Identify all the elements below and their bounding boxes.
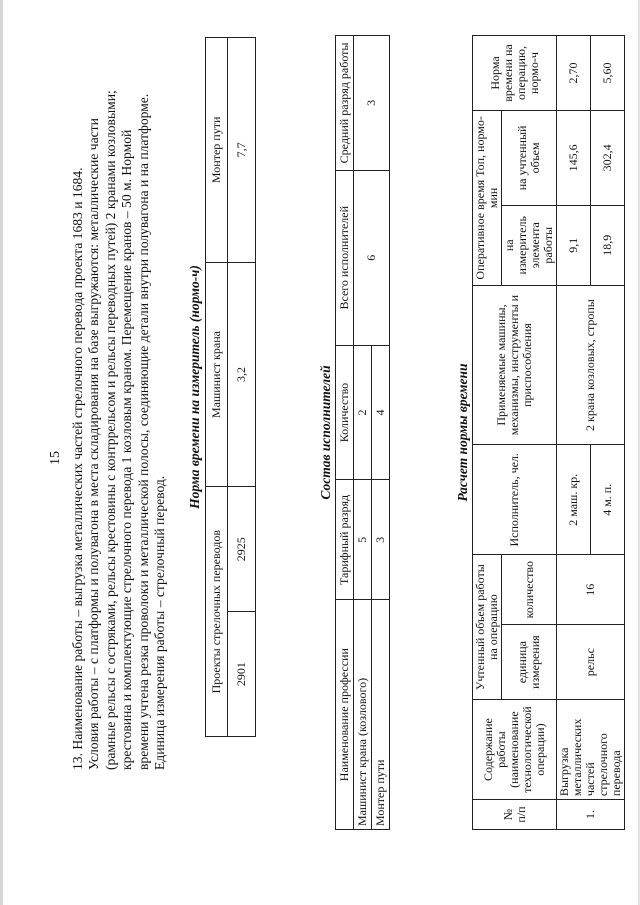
staff-table <box>335 35 390 830</box>
project-cell: 2925 <box>228 487 256 612</box>
header-content: Содержание работы (наименование технологической операции) <box>473 700 557 800</box>
description-line: крестовина и комплектующие стрелочного перевода 1 козловым краном. Перемещение кранов – 50 м. Нормой <box>119 129 135 770</box>
header-profession: Наименование профессии <box>336 600 354 830</box>
track-fitter-norm: 7,7 <box>228 38 256 263</box>
avg-grade-cell: 3 <box>354 36 390 171</box>
calc-table-caption: Расчет нормы времени <box>455 363 470 502</box>
project-cell: 2901 <box>228 612 256 737</box>
header-projects: Проекты стрелочных переводов <box>206 487 228 737</box>
count-cell: 4 <box>372 345 390 480</box>
row-machines: 2 крана козловых, стропы <box>557 285 625 445</box>
performer-cell: 2 маш. кр. <box>557 445 591 555</box>
header-volume: Учтенный объем работы на операцию <box>473 555 502 700</box>
row-number: 1. <box>557 800 625 830</box>
total-cell: 6 <box>354 170 390 345</box>
calc-table <box>472 35 625 830</box>
staff-table-caption: Состав исполнителей <box>318 365 333 500</box>
profession-cell: Машинист крана (козлового) <box>354 600 372 830</box>
header-per-volume: на учтенный объем <box>502 110 557 205</box>
per-volume-cell: 145,6 <box>557 110 591 205</box>
page-number: 15 <box>48 451 63 465</box>
crane-operator-norm: 3,2 <box>228 262 256 487</box>
grade-cell: 5 <box>354 480 372 600</box>
norm-table <box>205 37 256 737</box>
description-line: времени учтена резка проволоки и металлической полосы, соединяющие детали внутри полувагона и на платформе. <box>135 93 151 770</box>
norm-cell: 5,60 <box>591 36 625 111</box>
header-track-fitter: Монтер пути <box>206 38 228 263</box>
header-crane-operator: Машинист крана <box>206 262 228 487</box>
header-quantity: количество <box>502 555 557 625</box>
per-volume-cell: 302,4 <box>591 110 625 205</box>
per-unit-cell: 18,9 <box>591 205 625 285</box>
header-machines: Применяемые машины, механизмы, инструменты и приспособления <box>473 285 557 445</box>
header-count: Количество <box>336 345 354 480</box>
header-per-unit: на измеритель элемента работы <box>502 205 557 285</box>
norm-cell: 2,70 <box>557 36 591 111</box>
header-operative-time: Оперативное время Топ, нормо-мин <box>473 110 502 285</box>
performer-cell: 4 м. п. <box>591 445 625 555</box>
header-total: Всего исполнителей <box>336 170 354 345</box>
grade-cell: 3 <box>372 480 390 600</box>
row-content: Выгрузка металлических частей стрелочного перевода <box>557 700 625 800</box>
row-quantity: 16 <box>557 555 625 625</box>
header-avg-grade: Средний разряд работы <box>336 36 354 171</box>
header-norm: Норма времени на операцию, нормо-ч <box>473 36 557 111</box>
description-line: Единица измерения работы – стрелочный перевод. <box>152 475 168 770</box>
row-unit: рельс <box>557 625 625 700</box>
count-cell: 2 <box>354 345 372 480</box>
profession-cell: Монтер пути <box>372 600 390 830</box>
description-line: 13. Наименование работы – выгрузка металлических частей стрелочного перевода проекта 1683 и 1684. <box>70 167 85 770</box>
header-unit: единица измерения <box>502 625 557 700</box>
description-line: (рамные рельсы с остряками, рельсы крестовины с контррельсом и рельсы переводных путей) 2 кранами козловыми; <box>102 90 118 770</box>
description-line: Условия работы – с платформы и полувагона в места складирования на базе выгружаются: металлические части <box>86 118 102 770</box>
header-number: № п/п <box>473 800 557 830</box>
per-unit-cell: 9,1 <box>557 205 591 285</box>
work-description <box>70 45 168 770</box>
header-grade: Тарифный разряд <box>336 480 354 600</box>
header-performer: Исполнитель, чел. <box>473 445 557 555</box>
norm-table-caption: Норма времени на измеритель (нормо-ч) <box>187 265 202 509</box>
